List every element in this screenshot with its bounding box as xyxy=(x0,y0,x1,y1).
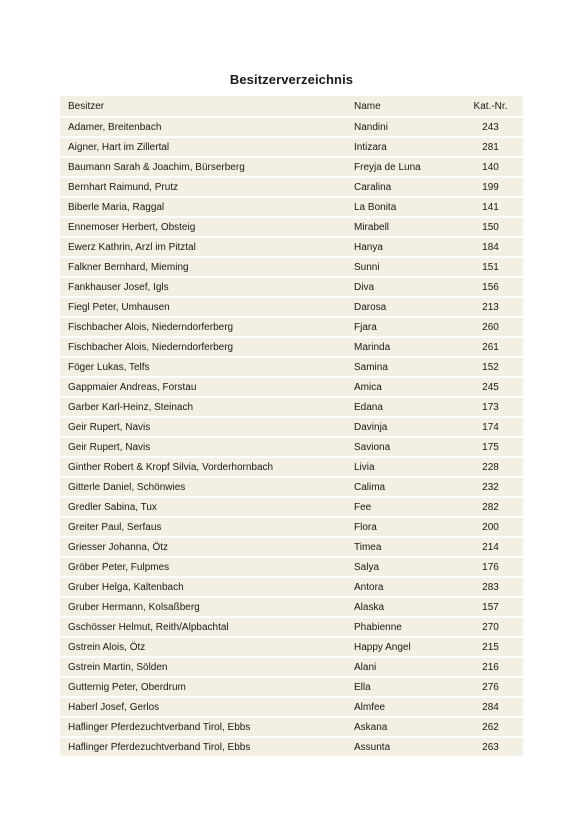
kat-nr-cell: 199 xyxy=(458,178,523,198)
kat-nr-cell: 281 xyxy=(458,138,523,158)
table-row xyxy=(60,658,523,678)
table-row xyxy=(60,238,523,258)
table-row xyxy=(60,218,523,238)
table-row xyxy=(60,338,523,358)
horse-name-cell: Ella xyxy=(354,678,458,698)
kat-nr-cell: 283 xyxy=(458,578,523,598)
horse-name-cell: Sunni xyxy=(354,258,458,278)
kat-nr-cell: 140 xyxy=(458,158,523,178)
kat-nr-cell: 141 xyxy=(458,198,523,218)
kat-nr-cell: 276 xyxy=(458,678,523,698)
owner-cell: Baumann Sarah & Joachim, Bürserberg xyxy=(60,158,354,178)
table-row xyxy=(60,418,523,438)
kat-nr-cell: 175 xyxy=(458,438,523,458)
table-row xyxy=(60,538,523,558)
owner-cell: Aigner, Hart im Zillertal xyxy=(60,138,354,158)
table-row xyxy=(60,278,523,298)
table-row xyxy=(60,298,523,318)
kat-nr-cell: 262 xyxy=(458,718,523,738)
horse-name-cell: Calima xyxy=(354,478,458,498)
kat-nr-cell: 174 xyxy=(458,418,523,438)
kat-nr-cell: 214 xyxy=(458,538,523,558)
horse-name-cell: Samina xyxy=(354,358,458,378)
horse-name-cell: Freyja de Luna xyxy=(354,158,458,178)
horse-name-cell: Antora xyxy=(354,578,458,598)
kat-nr-cell: 284 xyxy=(458,698,523,718)
table-row xyxy=(60,358,523,378)
horse-name-cell: Saviona xyxy=(354,438,458,458)
horse-name-cell: Diva xyxy=(354,278,458,298)
kat-nr-cell: 270 xyxy=(458,618,523,638)
table-row xyxy=(60,158,523,178)
owner-cell: Fischbacher Alois, Niederndorferberg xyxy=(60,318,354,338)
horse-name-cell: Alaska xyxy=(354,598,458,618)
table-body xyxy=(60,118,523,758)
kat-nr-cell: 151 xyxy=(458,258,523,278)
table-row xyxy=(60,318,523,338)
owner-cell: Gruber Helga, Kaltenbach xyxy=(60,578,354,598)
table-row xyxy=(60,638,523,658)
horse-name-cell: Alani xyxy=(354,658,458,678)
owner-cell: Griesser Johanna, Ötz xyxy=(60,538,354,558)
table-row xyxy=(60,438,523,458)
horse-name-cell: Fjara xyxy=(354,318,458,338)
horse-name-cell: Fee xyxy=(354,498,458,518)
horse-name-cell: Mirabell xyxy=(354,218,458,238)
table-row xyxy=(60,698,523,718)
owner-cell: Fankhauser Josef, Igls xyxy=(60,278,354,298)
horse-name-cell: Salya xyxy=(354,558,458,578)
table-row xyxy=(60,178,523,198)
owner-cell: Fiegl Peter, Umhausen xyxy=(60,298,354,318)
kat-nr-cell: 260 xyxy=(458,318,523,338)
table-row xyxy=(60,738,523,758)
horse-name-cell: Timea xyxy=(354,538,458,558)
table-row xyxy=(60,578,523,598)
kat-nr-cell: 263 xyxy=(458,738,523,758)
kat-nr-cell: 176 xyxy=(458,558,523,578)
owner-cell: Bernhart Raimund, Prutz xyxy=(60,178,354,198)
horse-name-cell: Darosa xyxy=(354,298,458,318)
owner-cell: Geir Rupert, Navis xyxy=(60,418,354,438)
owner-cell: Föger Lukas, Telfs xyxy=(60,358,354,378)
owner-cell: Gstrein Martin, Sölden xyxy=(60,658,354,678)
owner-cell: Gredler Sabina, Tux xyxy=(60,498,354,518)
table-row xyxy=(60,198,523,218)
owner-cell: Haflinger Pferdezuchtverband Tirol, Ebbs xyxy=(60,718,354,738)
table-row xyxy=(60,498,523,518)
horse-name-cell: Caralina xyxy=(354,178,458,198)
table-row xyxy=(60,618,523,638)
horse-name-cell: Happy Angel xyxy=(354,638,458,658)
table-row xyxy=(60,718,523,738)
kat-nr-cell: 215 xyxy=(458,638,523,658)
horse-name-cell: Amica xyxy=(354,378,458,398)
table-row xyxy=(60,258,523,278)
owner-cell: Greiter Paul, Serfaus xyxy=(60,518,354,538)
kat-nr-cell: 173 xyxy=(458,398,523,418)
kat-nr-cell: 228 xyxy=(458,458,523,478)
kat-nr-cell: 184 xyxy=(458,238,523,258)
kat-nr-cell: 282 xyxy=(458,498,523,518)
owner-table xyxy=(60,96,523,758)
table-header-row xyxy=(60,96,523,118)
horse-name-cell: Flora xyxy=(354,518,458,538)
owner-cell: Gröber Peter, Fulpmes xyxy=(60,558,354,578)
owner-cell: Falkner Bernhard, Mieming xyxy=(60,258,354,278)
owner-cell: Biberle Maria, Raggal xyxy=(60,198,354,218)
header-owner: Besitzer xyxy=(60,96,354,118)
header-kat-nr: Kat.-Nr. xyxy=(458,96,523,118)
table-row xyxy=(60,138,523,158)
owner-cell: Adamer, Breitenbach xyxy=(60,118,354,138)
owner-cell: Haberl Josef, Gerlos xyxy=(60,698,354,718)
header-name: Name xyxy=(354,96,458,118)
horse-name-cell: Marinda xyxy=(354,338,458,358)
kat-nr-cell: 245 xyxy=(458,378,523,398)
horse-name-cell: Nandini xyxy=(354,118,458,138)
owner-cell: Garber Karl-Heinz, Steinach xyxy=(60,398,354,418)
owner-cell: Geir Rupert, Navis xyxy=(60,438,354,458)
table-row xyxy=(60,118,523,138)
owner-cell: Ewerz Kathrin, Arzl im Pitztal xyxy=(60,238,354,258)
horse-name-cell: Askana xyxy=(354,718,458,738)
kat-nr-cell: 243 xyxy=(458,118,523,138)
horse-name-cell: Almfee xyxy=(354,698,458,718)
page-title: Besitzerverzeichnis xyxy=(229,72,354,87)
horse-name-cell: La Bonita xyxy=(354,198,458,218)
horse-name-cell: Hanya xyxy=(354,238,458,258)
table-row xyxy=(60,458,523,478)
kat-nr-cell: 152 xyxy=(458,358,523,378)
table-row xyxy=(60,678,523,698)
owner-cell: Gitterle Daniel, Schönwies xyxy=(60,478,354,498)
horse-name-cell: Davinja xyxy=(354,418,458,438)
kat-nr-cell: 216 xyxy=(458,658,523,678)
table-row xyxy=(60,518,523,538)
owner-cell: Ginther Robert & Kropf Silvia, Vorderhornbach xyxy=(60,458,354,478)
owner-cell: Haflinger Pferdezuchtverband Tirol, Ebbs xyxy=(60,738,354,758)
owner-cell: Gruber Hermann, Kolsaßberg xyxy=(60,598,354,618)
table-row xyxy=(60,398,523,418)
horse-name-cell: Phabienne xyxy=(354,618,458,638)
kat-nr-cell: 261 xyxy=(458,338,523,358)
owner-cell: Gschösser Helmut, Reith/Alpbachtal xyxy=(60,618,354,638)
kat-nr-cell: 150 xyxy=(458,218,523,238)
kat-nr-cell: 232 xyxy=(458,478,523,498)
kat-nr-cell: 156 xyxy=(458,278,523,298)
owner-cell: Gstrein Alois, Ötz xyxy=(60,638,354,658)
owner-cell: Fischbacher Alois, Niederndorferberg xyxy=(60,338,354,358)
kat-nr-cell: 157 xyxy=(458,598,523,618)
owner-cell: Gappmaier Andreas, Forstau xyxy=(60,378,354,398)
owner-cell: Gutternig Peter, Oberdrum xyxy=(60,678,354,698)
table-row xyxy=(60,378,523,398)
horse-name-cell: Intizara xyxy=(354,138,458,158)
table-row xyxy=(60,558,523,578)
horse-name-cell: Livia xyxy=(354,458,458,478)
table-row xyxy=(60,478,523,498)
kat-nr-cell: 213 xyxy=(458,298,523,318)
horse-name-cell: Assunta xyxy=(354,738,458,758)
kat-nr-cell: 200 xyxy=(458,518,523,538)
owner-cell: Ennemoser Herbert, Obsteig xyxy=(60,218,354,238)
table-row xyxy=(60,598,523,618)
horse-name-cell: Edana xyxy=(354,398,458,418)
